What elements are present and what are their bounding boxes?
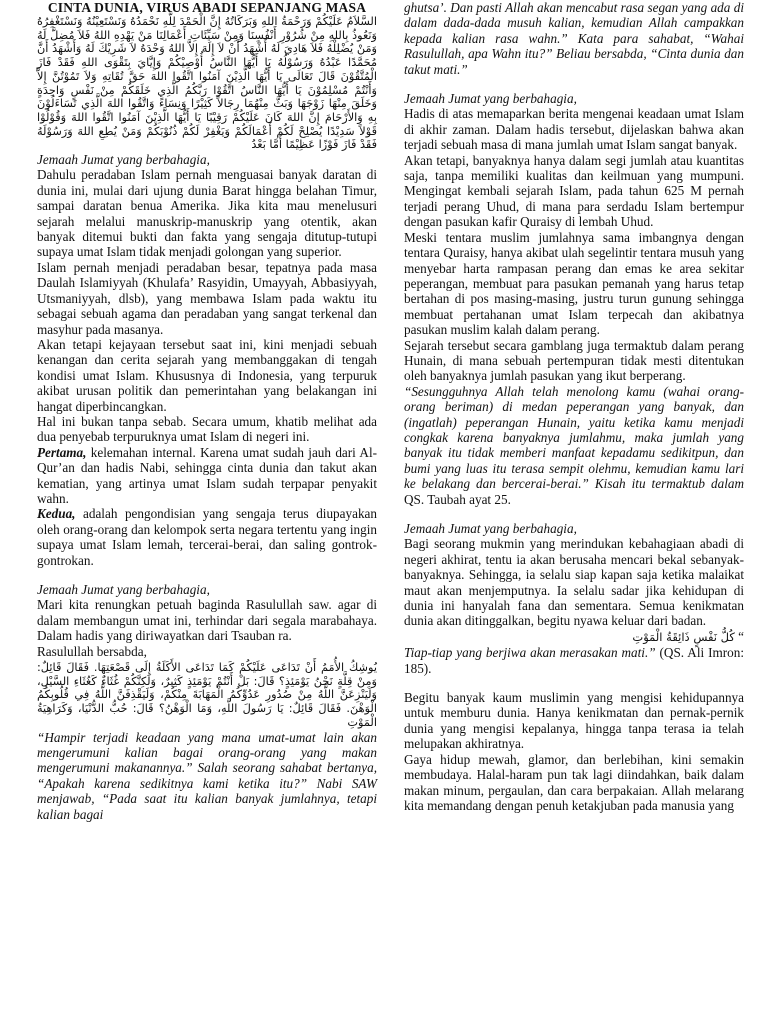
spacer bbox=[404, 507, 744, 521]
ayah-translation: Tiap-tiap yang berjiwa akan merasakan mati.” bbox=[404, 645, 656, 661]
ayah-translation-paragraph bbox=[404, 645, 744, 676]
paragraph: Meski tentara muslim jumlahnya sama imbangnya dengan tentara Quraisy, hanya akibat ulah segelintir tentara musuh yang menyebar harta rampasan perang dan emas ke area sekitar peperangan, membuat para pasukan pemanah yang harus tetap bertahan di pos masing-masing, justru turun gunung sehingga membuat pertahanan umat Islam terpecah dan akibatnya pasukan muslim kalah dalam perang. bbox=[404, 229, 744, 338]
paragraph: Rasulullah bersabda, bbox=[37, 643, 147, 659]
paragraph: Dahulu peradaban Islam pernah menguasai banyak daratan di dunia ini, mulai dari ujung dunia Barat hingga belahan Timur, sampai daratan benua Amerika. Jika kita mau menelusuri sejarah melalui manuskrip-manuskrip yang otentik, akan banyak ditemui bukti dan fakta yang sengaja ditutup-tutupi supaya umat Islam tidak menjadi golongan yang superior. bbox=[37, 167, 377, 260]
paragraph: Bagi seorang mukmin yang merindukan kebahagiaan abadi di negeri akhirat, tentu ia akan berusaha mencari bekal sebanyak-banyaknya. Sehingga, ia selalu siap kapan saja ketika malaikat maut akan menjemputnya. Ia selalu sadar jika kehidupan di dunia ini hanyalah fana dan sementara. Semua kenikmatan dunia akan ditinggalkan, begitu nyawa keluar dari badan. bbox=[404, 536, 744, 629]
paragraph: Hal ini bukan tanpa sebab. Secara umum, khatib melihat ada dua penyebab terpuruknya umat Islam di negeri ini. bbox=[37, 413, 377, 445]
paragraph: Gaya hidup mewah, glamor, dan berlebihan, kini semakin membudaya. Halal-haram pun tak lagi diindahkan, baik dalam makan minum, pergaulan, dan cara berpakaian. Allah melarang kita memandang dengan penuh ketakjuban pada manusia yang bbox=[404, 751, 744, 813]
hadith-translation: “Hampir terjadi keadaan yang mana umat-umat lain akan mengerumuni kalian bagai orang-orang yang makan mengerumuni makanannya.” Salah seorang sahabat bertanya, “Apakah karena sedikitnya kami ketika itu?” Nabi SAW menjawab, “Pada saat itu kalian banyak jumlahnya, tetapi kalian bagai bbox=[37, 729, 377, 822]
pertama-text: kelemahan internal. Karena umat sudah jauh dari Al-Qur’an dan hadis Nabi, sehingga cinta dunia dan takut akan kematian, yang artinya umat Islam sudah terpapar penyakit wahn. bbox=[37, 444, 377, 506]
greeting-paragraph: Jemaah Jumat yang berbahagia, bbox=[37, 152, 210, 168]
right-column bbox=[404, 0, 744, 813]
paragraph: Mari kita renungkan petuah baginda Rasulullah saw. agar di dalam membangun umat ini, terhindar dari segala marabahaya. Dalam hadis yang diriwayatkan dari Tsauban ra. bbox=[37, 597, 377, 644]
paragraph: Sejarah tersebut secara gamblang juga termaktub dalam perang Hunain, di mana sebuah pertempuran tidak mesti ditentukan oleh banyaknya jumlah pasukan yang ikut berperang. bbox=[404, 337, 744, 384]
paragraph-pertama bbox=[37, 445, 377, 507]
quran-quote bbox=[404, 384, 744, 507]
greeting-paragraph: Jemaah Jumat yang berbahagia, bbox=[404, 91, 577, 107]
spacer bbox=[37, 568, 377, 582]
hadith-translation-continued: ghutsa’. Dan pasti Allah akan mencabut rasa segan yang ada di dalam dada-dada musuh kalian, kemudian Allah campakkan kepada kalian rasa wahn.” Kata para sahabat, “Wahai Rasulullah, apa Wahn itu?” Beliau bersabda, “Cinta dunia dan takut mati.” bbox=[404, 0, 744, 77]
paragraph: Akan tetapi kejayaan tersebut saat ini, kini menjadi sebuah kenangan dan cerita sejarah yang membanggakan di tengah kondisi umat Islam. Khususnya di Indonesia, yang terpuruk akibat urusan politik dan pemerintahan yang belakangan ini hangat diperbincangkan. bbox=[37, 336, 377, 414]
paragraph: Begitu banyak kaum muslimin yang mengisi kehidupannya untuk memburu dunia. Hanya kenikmatan dan pernak-pernik dunia yang mengisi kepalanya, hingga tanpa terasa ia telah melupakan akhiratnya. bbox=[404, 690, 744, 752]
greeting-paragraph: Jemaah Jumat yang berbahagia, bbox=[37, 582, 210, 597]
quran-quote-text: “Sesungguhnya Allah telah menolong kamu (wahai orang-orang beriman) di medan peperangan yang banyak, dan (ingatlah) peperangan Hunain, yaitu ketika kamu menjadi congkak karena banyaknya jumlahmu, maka jumlah yang banyak itu tidak memberi manfaat kepadamu sedikitpun, dan bumi yang luas itu terasa sempit olehmu, kemudian kamu lari ke belakang dan bercerai-berai.” Kisah itu termaktub dalam bbox=[404, 383, 744, 492]
kedua-text: adalah pengondisian yang sengaja terus diupayakan oleh orang-orang dan kelompok serta negara tertentu yang ingin supaya umat Islam lemah, tercerai-berai, dan saling gontrok-gontrokan. bbox=[37, 506, 377, 568]
paragraph: Akan tetapi, banyaknya hanya dalam segi jumlah atau kuantitas saja, tanpa memiliki kualitas dan keilmuan yang mumpuni. Mengingat kembali sejarah Islam, pada tahun 625 M pernah terjadi perang Uhud, di mana para serdadu Islam bertempur dengan pasukan kafir Quraisy di lembah Uhud. bbox=[404, 152, 744, 230]
left-column bbox=[37, 0, 377, 822]
document-title: CINTA DUNIA, VIRUS ABADI SEPANJANG MASA bbox=[47, 0, 367, 15]
paragraph: Hadis di atas memaparkan berita mengenai keadaan umat Islam di akhir zaman. Dalam hadis tersebut, dijelaskan bahwa akan terjadi sebuah masa di mana jumlah umat Islam sangat banyak. bbox=[404, 106, 744, 153]
pertama-label: Pertama, bbox=[37, 444, 87, 460]
paragraph: Islam pernah menjadi peradaban besar, tepatnya pada masa Daulah Islamiyyah (Khulafa’ Rasyidin, Umayyah, Abbasiyyah, Utsmaniyyah, dlsb), yang membawa Islam pada waktu itu sebagai sebuah agama dan peradaban yang sangat terkenal dan masyhur pada masanya. bbox=[37, 259, 377, 337]
ayah-reference: (QS. Ali Imron: 185). bbox=[404, 645, 744, 676]
quran-quote-reference: QS. Taubah ayat 25. bbox=[404, 491, 511, 507]
ayah-line bbox=[404, 629, 744, 645]
arabic-hadith: يُوشِكُ الأُمَمُ أَنْ تَدَاعَى عَلَيْكُمْ كَمَا تَدَاعَى الأَكَلَةُ إِلَى قَصْعَتِهَا. فَقَالَ قَائِلٌ: وَمِنْ قِلَّةٍ نَحْنُ يَوْمَئِذٍ؟ قَالَ: بَلْ أَنْتُمْ يَوْمَئِذٍ كَثِيرٌ، وَلَكِنَّكُمْ غُثَاءٌ كَغُثَاءِ السَّيْلِ، وَلَيَنْزِعَنَّ اللَّهُ مِنْ صُدُورِ عَدُوِّكُمُ الْمَهَابَةَ مِنْكُمْ، وَلَيَقْذِفَنَّ اللَّهُ فِي قُلُوبِكُمُ الْوَهْنَ. فَقَالَ قَائِلٌ: يَا رَسُولَ اللَّهِ، وَمَا الْوَهْنُ؟ قَالَ: حُبُّ الدُّنْيَا، وَكَرَاهِيَةُ الْمَوْتِ bbox=[37, 661, 377, 729]
ayah-arabic: كُلُّ نَفْسٍ ذَائِقَةُ الْمَوْتِ bbox=[632, 629, 735, 644]
spacer bbox=[404, 77, 744, 91]
spacer bbox=[404, 676, 744, 690]
kedua-label: Kedua, bbox=[37, 506, 76, 522]
arabic-opening-khutbah: السَّلاَمُ عَلَيْكُمْ وَرَحْمَةُ اللهِ وَبَرَكَاتُهُ إِنَّ الْحَمْدَ لِلَّهِ نَحْمَدُهُ وَنَسْتَعِيْنُهُ وَنَسْتَغْفِرُهُ وَنَعُوذُ بِاللهِ مِنْ شُرُوْرِ أَنْفُسِنَا وَمِنْ سَيِّئَاتِ أَعْمَالِنَا مَنْ يَهْدِهِ اللهُ فَلاَ مُضِلَّ لَهُ وَمَنْ يُضْلِلْهُ فَلاَ هَادِيَ لَهُ أَشْهَدُ أَنْ لاَ إِلَهَ إِلاَّ اللهُ وَحْدَهُ لاَ شَرِيْكَ لَهُ وَأَشْهَدُ أَنَّ مُحَمَّدًا عَبْدُهُ وَرَسُوْلُهُ يَا أَيُّهَا النَّاسُ أُوْصِيْكُمْ وَإِيَّايَ بِتَقْوَى اللهِ فَقَدْ فَازَ الْمُتَّقُوْنَ قَالَ تَعَالَى يَا أَيُّهَا الَّذِيْنَ آمَنُوا اتَّقُوا اللهَ حَقَّ تُقَاتِهِ وَلاَ تَمُوْتُنَّ إِلاَّ وَأَنْتُمْ مُسْلِمُوْنَ يَا أَيُّهَا النَّاسُ اتَّقُوْا رَبَّكُمُ الَّذِي خَلَقَكُمْ مِنْ نَفْسٍ وَاحِدَةٍ وَخَلَقَ مِنْهَا زَوْجَهَا وَبَثَّ مِنْهُمَا رِجَالاً كَثِيْرًا وَنِسَاءً وَاتَّقُوا اللهَ الَّذِي تَسَاءَلُوْنَ بِهِ وَالأَرْحَامَ إِنَّ اللهَ كَانَ عَلَيْكُمْ رَقِيْبًا يَا أَيُّهَا الَّذِيْنَ آمَنُوا اتَّقُوا اللهَ وَقُوْلُوْا قَوْلاً سَدِيْدًا يُصْلِحْ لَكُمْ أَعْمَالَكُمْ وَيَغْفِرْ لَكُمْ ذُنُوْبَكُمْ وَمَنْ يُطِعِ اللهَ وَرَسُوْلَهُ فَقَدْ فَازَ فَوْزًا عَظِيْمًا أَمَّا بَعْدُ bbox=[37, 15, 377, 152]
ayah-open-quote: “ bbox=[738, 628, 744, 644]
paragraph-kedua bbox=[37, 506, 377, 568]
greeting-paragraph: Jemaah Jumat yang berbahagia, bbox=[404, 521, 577, 536]
